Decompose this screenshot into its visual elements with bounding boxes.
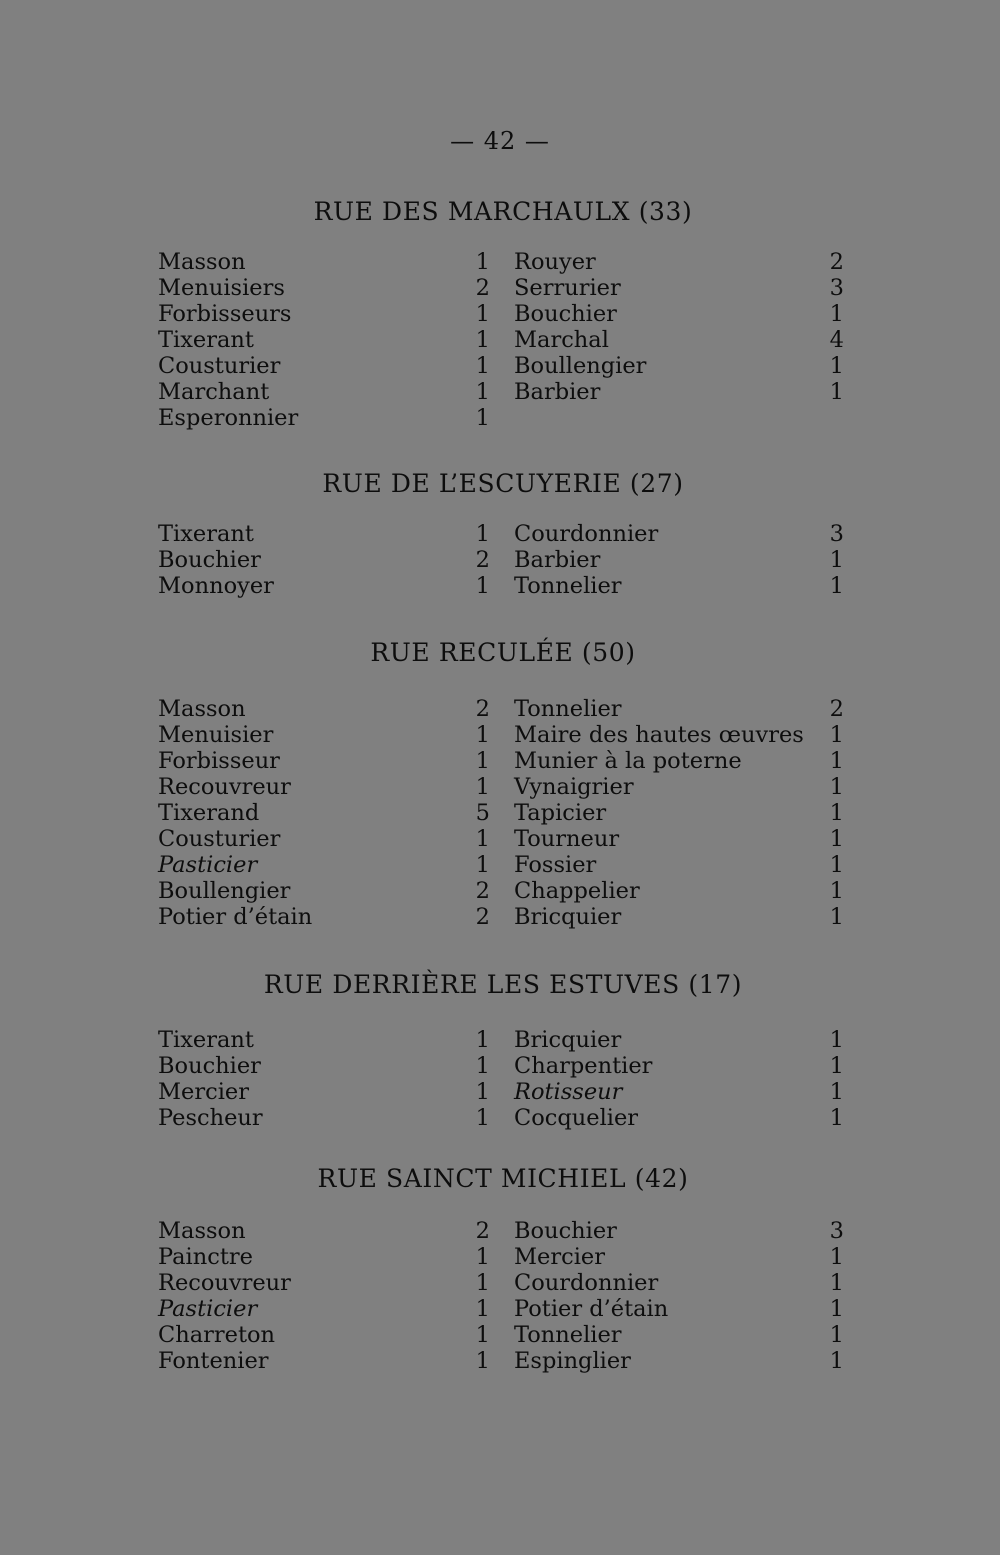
trade-name-right: Vynaigrier: [514, 774, 634, 800]
table-row: [158, 249, 848, 275]
trade-name-left: Menuisier: [158, 722, 274, 748]
trade-count-left: 2: [475, 547, 490, 573]
trade-count-left: 1: [475, 1348, 490, 1374]
trade-name-right: Courdonnier: [514, 1270, 659, 1296]
trade-name-right: Bouchier: [514, 301, 617, 327]
trade-name-left: Menuisiers: [158, 275, 285, 301]
trade-count-right: 1: [829, 878, 844, 904]
trade-list: [158, 696, 848, 930]
trade-list: [158, 521, 848, 599]
trade-name-right: Mercier: [514, 1244, 605, 1270]
trade-count-left: 1: [475, 353, 490, 379]
trade-count-left: 1: [475, 1270, 490, 1296]
trade-count-left: 1: [475, 521, 490, 547]
trade-name-left: Pasticier: [158, 852, 258, 878]
trade-name-left: Forbisseurs: [158, 301, 292, 327]
trade-name-left: Masson: [158, 1218, 246, 1244]
trade-name-left: Tixerant: [158, 521, 254, 547]
trade-name-left: Painctre: [158, 1244, 253, 1270]
trade-name-right: Boullengier: [514, 353, 647, 379]
trade-name-right: Maire des hautes œuvres: [514, 722, 804, 748]
trade-count-right: 1: [829, 722, 844, 748]
trade-count-left: 1: [475, 748, 490, 774]
trade-name-right: Potier d’étain: [514, 1296, 669, 1322]
trade-name-right: Bricquier: [514, 1027, 622, 1053]
section-title-sainct-michiel: RUE SAINCT MICHIEL (42): [317, 1164, 689, 1193]
trade-count-left: 1: [475, 1053, 490, 1079]
trade-name-left: Pasticier: [158, 1296, 258, 1322]
trade-name-left: Marchant: [158, 379, 270, 405]
trade-name-right: Bricquier: [514, 904, 622, 930]
table-row: [158, 521, 848, 547]
table-row: [158, 573, 848, 599]
trade-name-left: Masson: [158, 249, 246, 275]
trade-list: [158, 249, 848, 431]
trade-name-left: Fontenier: [158, 1348, 269, 1374]
trade-count-left: 1: [475, 1296, 490, 1322]
trade-count-left: 1: [475, 1079, 490, 1105]
trade-count-right: 2: [829, 249, 844, 275]
trade-name-right: Marchal: [514, 327, 609, 353]
trade-count-right: 1: [829, 774, 844, 800]
trade-name-left: Boullengier: [158, 878, 291, 904]
trade-count-left: 2: [475, 878, 490, 904]
table-row: [158, 1105, 848, 1131]
trade-name-left: Masson: [158, 696, 246, 722]
trade-count-right: 1: [829, 1053, 844, 1079]
trade-count-left: 1: [475, 774, 490, 800]
trade-count-left: 1: [475, 722, 490, 748]
trade-count-right: 1: [829, 573, 844, 599]
trade-name-right: Tonnelier: [514, 1322, 622, 1348]
trade-count-right: 4: [829, 327, 844, 353]
trade-count-left: 1: [475, 1105, 490, 1131]
table-row: [158, 1296, 848, 1322]
table-row: [158, 1027, 848, 1053]
trade-name-left: Charreton: [158, 1322, 276, 1348]
trade-count-right: 3: [829, 275, 844, 301]
table-row: [158, 405, 848, 431]
table-row: [158, 904, 848, 930]
table-row: [158, 301, 848, 327]
trade-count-right: 1: [829, 301, 844, 327]
trade-count-right: 1: [829, 353, 844, 379]
trade-name-right: Tonnelier: [514, 573, 622, 599]
trade-list: [158, 1218, 848, 1374]
trade-name-right: Fossier: [514, 852, 597, 878]
trade-count-right: 1: [829, 547, 844, 573]
trade-count-right: 1: [829, 826, 844, 852]
section-title-estuves: RUE DERRIÈRE LES ESTUVES (17): [263, 970, 743, 999]
section-title-reculee: RUE RECULÉE (50): [370, 638, 636, 667]
trade-count-left: 2: [475, 1218, 490, 1244]
trade-count-right: 3: [829, 521, 844, 547]
trade-name-left: Recouvreur: [158, 774, 291, 800]
trade-count-left: 1: [475, 573, 490, 599]
trade-count-right: 3: [829, 1218, 844, 1244]
trade-count-right: 1: [829, 904, 844, 930]
trade-count-left: 2: [475, 904, 490, 930]
trade-count-right: 1: [829, 1079, 844, 1105]
trade-name-right: Tonnelier: [514, 696, 622, 722]
table-row: [158, 800, 848, 826]
table-row: [158, 696, 848, 722]
trade-count-left: 2: [475, 696, 490, 722]
trade-count-left: 1: [475, 852, 490, 878]
trade-name-right: Rotisseur: [514, 1079, 623, 1105]
trade-count-right: 1: [829, 800, 844, 826]
trade-name-left: Monnoyer: [158, 573, 274, 599]
table-row: [158, 1322, 848, 1348]
table-row: [158, 878, 848, 904]
table-row: [158, 1270, 848, 1296]
trade-name-left: Potier d’étain: [158, 904, 313, 930]
trade-count-left: 1: [475, 1322, 490, 1348]
page-number: — 42 —: [450, 127, 550, 155]
section-title-escuyerie: RUE DE L’ESCUYERIE (27): [322, 469, 684, 498]
table-row: [158, 353, 848, 379]
trade-name-right: Tourneur: [514, 826, 620, 852]
trade-count-left: 1: [475, 249, 490, 275]
trade-name-left: Esperonnier: [158, 405, 299, 431]
trade-count-right: 1: [829, 1322, 844, 1348]
trade-count-right: 1: [829, 1027, 844, 1053]
trade-name-left: Pescheur: [158, 1105, 263, 1131]
table-row: [158, 826, 848, 852]
trade-name-left: Recouvreur: [158, 1270, 291, 1296]
trade-name-left: Mercier: [158, 1079, 249, 1105]
trade-count-left: 2: [475, 275, 490, 301]
table-row: [158, 852, 848, 878]
trade-name-left: Cousturier: [158, 353, 281, 379]
trade-count-right: 1: [829, 1270, 844, 1296]
trade-name-right: Barbier: [514, 547, 601, 573]
table-row: [158, 722, 848, 748]
trade-name-right: Chappelier: [514, 878, 640, 904]
table-row: [158, 275, 848, 301]
trade-name-right: Barbier: [514, 379, 601, 405]
table-row: [158, 774, 848, 800]
table-row: [158, 1053, 848, 1079]
table-row: [158, 547, 848, 573]
trade-count-right: 1: [829, 1296, 844, 1322]
trade-count-right: 1: [829, 748, 844, 774]
trade-count-left: 1: [475, 379, 490, 405]
trade-name-right: Cocquelier: [514, 1105, 639, 1131]
trade-name-right: Serrurier: [514, 275, 621, 301]
trade-name-right: Tapicier: [514, 800, 607, 826]
trade-count-right: 1: [829, 1105, 844, 1131]
trade-name-right: Espinglier: [514, 1348, 631, 1374]
trade-name-right: Rouyer: [514, 249, 596, 275]
trade-name-left: Bouchier: [158, 547, 261, 573]
trade-name-right: Bouchier: [514, 1218, 617, 1244]
table-row: [158, 1244, 848, 1270]
table-row: [158, 1348, 848, 1374]
table-row: [158, 1079, 848, 1105]
trade-count-right: 2: [829, 696, 844, 722]
trade-name-left: Tixerant: [158, 1027, 254, 1053]
trade-name-left: Tixerant: [158, 327, 254, 353]
trade-count-right: 1: [829, 379, 844, 405]
table-row: [158, 1218, 848, 1244]
table-row: [158, 379, 848, 405]
trade-name-right: Courdonnier: [514, 521, 659, 547]
trade-count-left: 1: [475, 1244, 490, 1270]
trade-count-left: 5: [475, 800, 490, 826]
trade-count-left: 1: [475, 327, 490, 353]
trade-count-left: 1: [475, 826, 490, 852]
trade-count-left: 1: [475, 1027, 490, 1053]
section-title-marchaulx: RUE DES MARCHAULX (33): [313, 197, 693, 226]
trade-count-right: 1: [829, 1244, 844, 1270]
trade-count-right: 1: [829, 1348, 844, 1374]
table-row: [158, 748, 848, 774]
table-row: [158, 327, 848, 353]
trade-count-left: 1: [475, 301, 490, 327]
trade-name-left: Forbisseur: [158, 748, 280, 774]
trade-name-right: Munier à la poterne: [514, 748, 742, 774]
trade-count-left: 1: [475, 405, 490, 431]
trade-name-right: Charpentier: [514, 1053, 653, 1079]
trade-list: [158, 1027, 848, 1131]
trade-name-left: Cousturier: [158, 826, 281, 852]
trade-name-left: Tixerand: [158, 800, 260, 826]
trade-name-left: Bouchier: [158, 1053, 261, 1079]
trade-count-right: 1: [829, 852, 844, 878]
